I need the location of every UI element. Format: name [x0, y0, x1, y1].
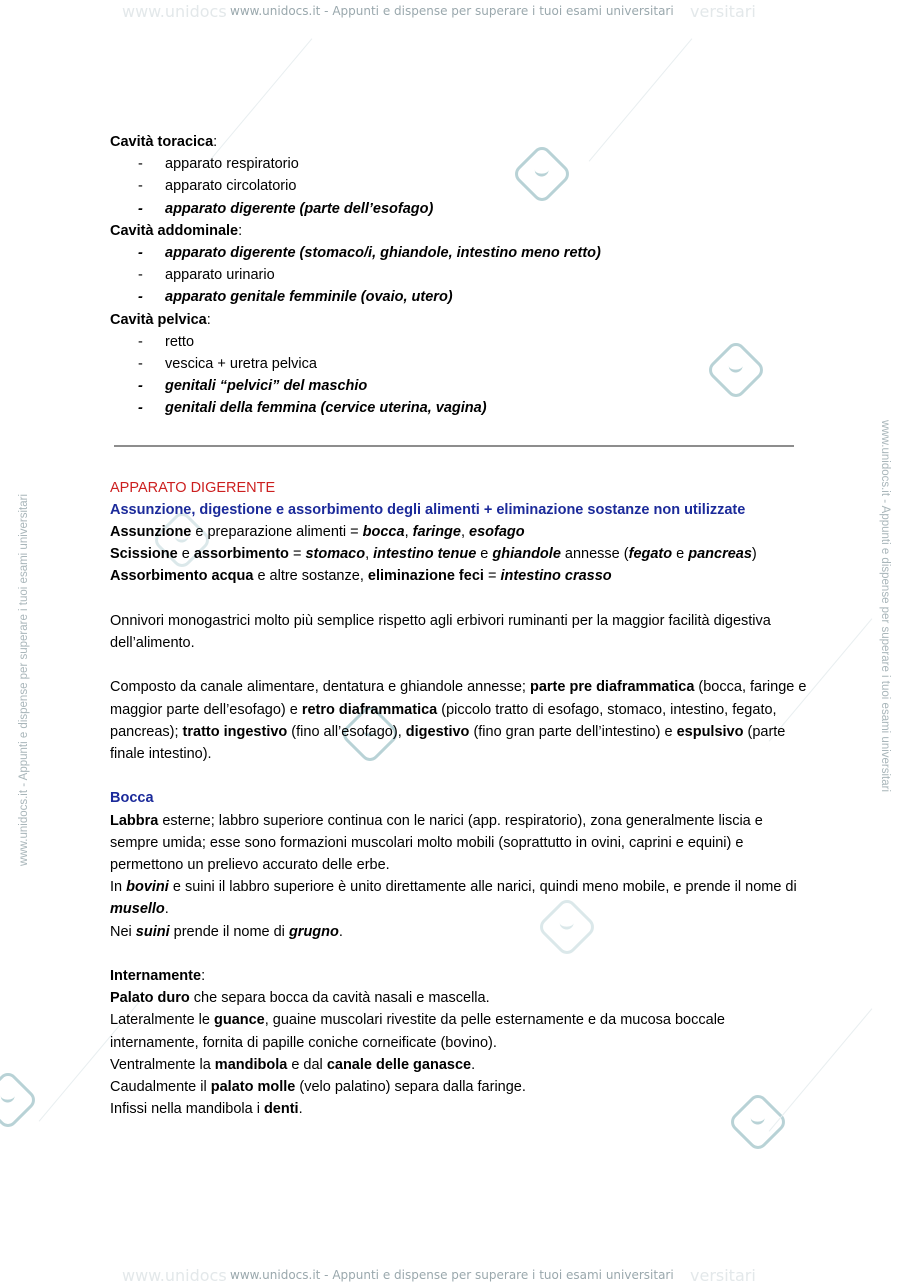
document-body — [110, 131, 810, 1120]
watermark-ghost-top: www.unidocs — [122, 2, 227, 21]
paragraph-bovini: In bovini e suini il labbro superiore è unito direttamente alle narici, quindi meno mobile, e prende il nome di musello. — [110, 879, 797, 918]
cavity-title: Cavità addominale — [110, 222, 239, 239]
paragraph-mandibola: Ventralmente la mandibola e dal canale delle ganasce. — [110, 1056, 476, 1073]
function-line-assunzione: Assunzione e preparazione alimenti = bocca, faringe, esofago — [110, 524, 525, 541]
watermark-ghost-bottom-right: versitari — [690, 1266, 756, 1285]
paragraph-guance: Lateralmente le guance, guaine muscolari rivestite da pelle esternamente e da mucosa boccale internamente, fornita di papille coniche corneificate (bovino). — [110, 1012, 725, 1051]
list-item: - apparato circolatorio — [138, 178, 297, 195]
list-item: - apparato genitale femminile (ovaio, utero) — [138, 289, 453, 306]
function-line-scissione: Scissione e assorbimento = stomaco, intestino tenue e ghiandole annesse (fegato e pancreas) — [110, 546, 757, 563]
section-heading: APPARATO DIGERENTE — [110, 479, 276, 496]
cavity-title: Cavità toracica — [110, 134, 214, 150]
cavity-pelvica: Cavità pelvica: - retto - vescica + uretra pelvica - genitali “pelvici” del maschio - genitali della femmina (cervice uterina, vagina) — [110, 309, 810, 420]
paragraph-composto: Composto da canale alimentare, dentatura e ghiandole annesse; parte pre diaframmatica (bocca, faringe e maggior parte dell’esofago) e retro diaframmatica (piccolo tratto di esofago, stomaco, intestino, fegato, pancreas); tratto ingestivo (fino all’esofago), digestivo (fino gran parte dell’intestino) e espulsivo (parte finale intestino). — [110, 679, 807, 763]
paragraph-labbra: Labbra esterne; labbro superiore continua con le narici (app. respiratorio), zona generalmente liscia e sempre umida; esse sono formazioni muscolari molto mobili (soprattutto in ovini, caprini e equini) e permettono un prelievo accurato delle erbe. — [110, 812, 763, 874]
watermark-side-right: www.unidocs.it - Appunti e dispense per superare i tuoi esami universitari — [879, 420, 891, 793]
function-line-assorbimento: Assorbimento acqua e altre sostanze, eliminazione feci = intestino crasso — [110, 568, 612, 585]
list-item: - vescica + uretra pelvica — [138, 356, 317, 373]
subsection-title-internamente: Internamente: — [110, 968, 206, 985]
paragraph-suini: Nei suini prende il nome di grugno. — [110, 923, 343, 940]
list-item: - genitali della femmina (cervice uterina, vagina) — [138, 400, 487, 417]
paragraph-denti: Infissi nella mandibola i denti. — [110, 1101, 303, 1118]
cavity-addominale: Cavità addominale: - apparato digerente (stomaco/i, ghiandole, intestino meno retto) - apparato urinario - apparato genitale femminile (ovaio, utero) — [110, 220, 810, 309]
list-item: - genitali “pelvici” del maschio — [138, 378, 368, 395]
section-subheading: Assunzione, digestione e assorbimento degli alimenti + eliminazione sostanze non utilizzate — [110, 501, 746, 518]
watermark-logo-icon — [0, 1069, 39, 1131]
list-item: - apparato respiratorio — [138, 156, 299, 173]
list-item: - apparato digerente (parte dell’esofago) — [138, 200, 434, 217]
watermark-ghost-top-right: versitari — [690, 2, 756, 21]
horizontal-divider — [114, 445, 794, 447]
watermark-footer: www.unidocs.it - Appunti e dispense per superare i tuoi esami universitari — [230, 1268, 674, 1282]
subsection-title-bocca: Bocca — [110, 790, 154, 807]
paragraph-palato-duro: Palato duro che separa bocca da cavità nasali e mascella. — [110, 990, 490, 1007]
watermark-header: www.unidocs.it - Appunti e dispense per superare i tuoi esami universitari — [230, 4, 674, 18]
paragraph-onnivori: Onnivori monogastrici molto più semplice rispetto agli erbivori ruminanti per la maggior facilità digestiva dell’alimento. — [110, 612, 771, 652]
list-item: - apparato digerente (stomaco/i, ghiandole, intestino meno retto) — [138, 245, 601, 262]
cavity-toracica: Cavità toracica: - apparato respiratorio - apparato circolatorio - apparato digerente (parte dell’esofago) — [110, 131, 810, 220]
list-item: - retto — [138, 333, 195, 350]
cavity-title: Cavità pelvica — [110, 311, 207, 328]
watermark-ghost-bottom: www.unidocs — [122, 1266, 227, 1285]
paragraph-palato-molle: Caudalmente il palato molle (velo palatino) separa dalla faringe. — [110, 1079, 526, 1096]
list-item: - apparato urinario — [138, 267, 275, 284]
